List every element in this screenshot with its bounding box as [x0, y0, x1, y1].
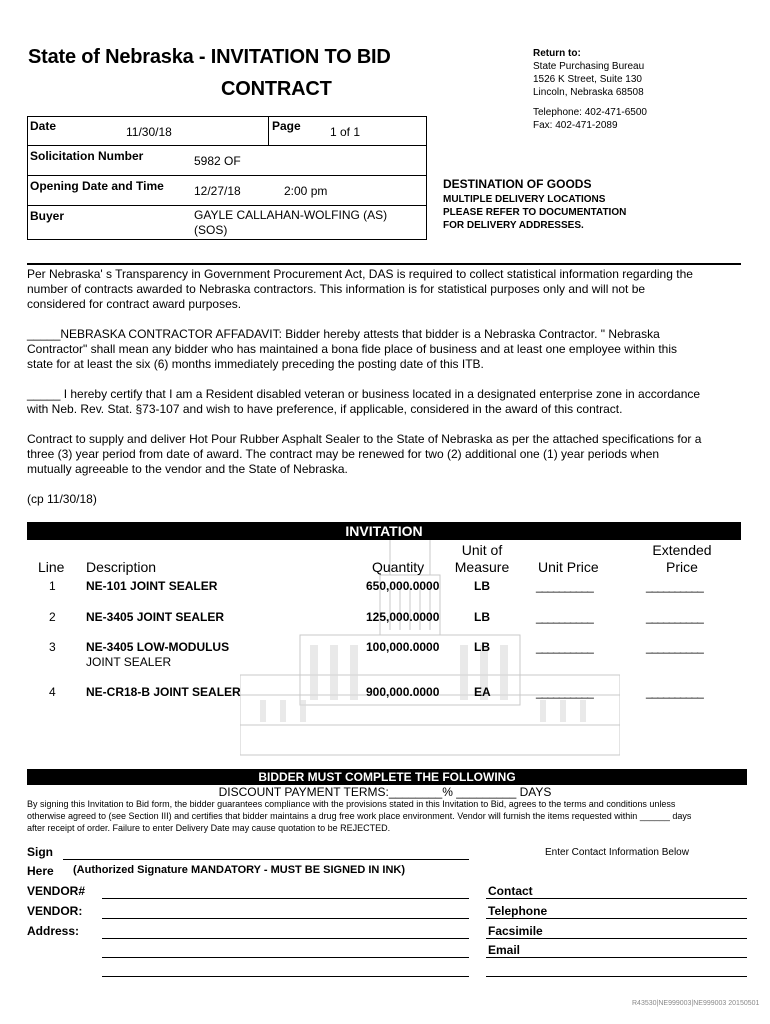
page-label: Page [272, 119, 301, 133]
destination-line: FOR DELIVERY ADDRESSES. [443, 220, 584, 231]
bidder-bar: BIDDER MUST COMPLETE THE FOLLOWING [27, 769, 747, 785]
opening-date-value: 12/27/18 [194, 184, 241, 198]
vendor-number-label: VENDOR# [27, 884, 86, 898]
extra-contact-field[interactable] [486, 976, 747, 977]
signature-field[interactable] [63, 859, 469, 860]
sign-label: Sign [27, 845, 53, 859]
unit-price-field[interactable]: __________ [536, 610, 593, 624]
contact-field[interactable] [486, 898, 747, 899]
row-quantity: 100,000.0000 [366, 640, 440, 654]
vendor-label: VENDOR: [27, 904, 83, 918]
date-value: 11/30/18 [126, 125, 172, 139]
solicitation-info-box [27, 116, 427, 240]
destination-line: MULTIPLE DELIVERY LOCATIONS [443, 194, 606, 205]
col-unit-line: Measure [454, 559, 510, 575]
destination-line: PLEASE REFER TO DOCUMENTATION [443, 207, 627, 218]
cp-note: (cp 11/30/18) [27, 492, 97, 506]
row-uom: LB [474, 610, 490, 624]
row-description: NE-3405 LOW-MODULUS [86, 640, 230, 654]
discount-terms: DISCOUNT PAYMENT TERMS:________% _________ DAYS [218, 785, 552, 799]
vendor-field[interactable] [102, 918, 469, 919]
contact-label: Contact [488, 884, 533, 898]
facsimile-field[interactable] [486, 938, 747, 939]
text-line: with Neb. Rev. Stat. §73-107 and wish to have preference, if applicable, considered in the award of this contract. [27, 402, 623, 416]
col-line: Line [38, 559, 65, 575]
invitation-bar: INVITATION [27, 522, 741, 540]
transparency-paragraph [27, 267, 739, 312]
row-quantity: 650,000.0000 [366, 579, 440, 593]
telephone-number: Telephone: 402-471-6500 [533, 107, 647, 118]
row-quantity: 900,000.0000 [366, 685, 440, 699]
row-quantity: 125,000.0000 [366, 610, 440, 624]
solicitation-number-value: 5982 OF [194, 154, 241, 168]
return-address [533, 47, 644, 99]
destination-text [443, 193, 626, 232]
contact-info-note: Enter Contact Information Below [545, 847, 689, 858]
contract-paragraph [27, 432, 739, 477]
fax-number: Fax: 402-471-2089 [533, 120, 618, 131]
col-extended-price [650, 542, 714, 576]
col-ext-line: Extended [652, 542, 712, 558]
text-line: Contract to supply and deliver Hot Pour Rubber Asphalt Sealer to the State of Nebraska as per the attached specifications for a [27, 432, 702, 446]
return-line: 1526 K Street, Suite 130 [533, 74, 642, 85]
telephone-label: Telephone [488, 904, 548, 918]
row-line: 3 [49, 640, 56, 654]
row-line: 1 [49, 579, 56, 593]
text-line: otherwise agreed to (see Section III) and certifies that bidder maintains a drug free work place environment. Vendor will furnish the items requested within ______ days [27, 811, 692, 821]
text-line: state for at least the six (6) months immediately preceding the posting date of this ITB. [27, 357, 484, 371]
unit-price-field[interactable]: __________ [536, 579, 593, 593]
address-field-3[interactable] [102, 976, 469, 977]
text-line: number of contracts awarded to Nebraska contractors. This information is for statistical purposes only and will not be [27, 282, 646, 296]
text-line: By signing this Invitation to Bid form, the bidder guarantees compliance with the provisions stated in this Invitation to Bid, agrees to the terms and conditions unless [27, 799, 676, 809]
text-line: considered for contract award purposes. [27, 297, 242, 311]
col-ext-line: Price [666, 559, 698, 575]
unit-price-field[interactable]: __________ [536, 685, 593, 699]
return-line: Lincoln, Nebraska 68508 [533, 87, 644, 98]
return-to-label: Return to: [533, 48, 581, 59]
text-line: _____ I hereby certify that I am a Resident disabled veteran or business located in a designated enterprise zone in accordance [27, 387, 701, 401]
col-unit-line: Unit of [461, 542, 503, 558]
buyer-value-line2: (SOS) [194, 223, 228, 237]
facsimile-label: Facsimile [488, 924, 543, 938]
divider [27, 263, 741, 265]
text-line: _____NEBRASKA CONTRACTOR AFFADAVIT: Bidder hereby attests that bidder is a Nebraska Contractor. " Nebraska [27, 327, 660, 341]
unit-price-field[interactable]: __________ [536, 640, 593, 654]
telephone-field[interactable] [486, 918, 747, 919]
extended-price-field[interactable]: __________ [646, 579, 703, 593]
terms-paragraph [27, 798, 747, 834]
col-unit-price: Unit Price [538, 559, 599, 575]
row-line: 2 [49, 610, 56, 624]
col-unit-of-measure [452, 542, 512, 576]
row-uom: LB [474, 579, 490, 593]
return-line: State Purchasing Bureau [533, 61, 645, 72]
document-title: State of Nebraska - INVITATION TO BID [28, 46, 391, 68]
document-title-line2: CONTRACT [221, 78, 332, 100]
footer-code: R43530|NE999003|NE999003 20150501 [632, 1000, 760, 1007]
email-label: Email [488, 943, 521, 957]
text-line: Contractor" shall mean any bidder who has maintained a bona fide place of business and at least one employee within this [27, 342, 677, 356]
extended-price-field[interactable]: __________ [646, 685, 703, 699]
opening-time-value: 2:00 pm [284, 184, 328, 198]
extended-price-field[interactable]: __________ [646, 610, 703, 624]
text-line: after receipt of order. Failure to enter Delivery Date may cause quotation to be REJECTED. [27, 823, 391, 833]
affadavit-paragraph [27, 327, 739, 372]
here-label: Here [27, 864, 54, 878]
authorized-signature-note: (Authorized Signature MANDATORY - MUST BE SIGNED IN INK) [73, 864, 406, 876]
solicitation-number-label: Solicitation Number [30, 149, 144, 163]
row-description-line2: JOINT SEALER [86, 655, 172, 669]
row-description: NE-CR18-B JOINT SEALER [86, 685, 241, 699]
row-uom: EA [474, 685, 491, 699]
buyer-value: GAYLE CALLAHAN-WOLFING (AS) [194, 208, 388, 222]
opening-date-label: Opening Date and Time [30, 179, 164, 193]
email-field[interactable] [486, 957, 747, 958]
certify-paragraph [27, 387, 739, 417]
vendor-number-field[interactable] [102, 898, 469, 899]
text-line: Per Nebraska' s Transparency in Government Procurement Act, DAS is required to collect statistical information regarding the [27, 267, 693, 281]
address-field-2[interactable] [102, 957, 469, 958]
buyer-label: Buyer [30, 209, 65, 223]
col-description: Description [86, 559, 157, 575]
page-value: 1 of 1 [330, 125, 361, 139]
text-line: three (3) year period from date of award. The contract may be renewed for two (2) additional one (1) year periods when [27, 447, 660, 461]
address-field[interactable] [102, 938, 469, 939]
contact-numbers [533, 106, 647, 132]
row-uom: LB [474, 640, 490, 654]
col-quantity: Quantity [372, 559, 425, 575]
address-label: Address: [27, 924, 80, 938]
row-description: NE-3405 JOINT SEALER [86, 610, 225, 624]
destination-title: DESTINATION OF GOODS [443, 177, 592, 191]
text-line: mutually agreeable to the vendor and the State of Nebraska. [27, 462, 348, 476]
extended-price-field[interactable]: __________ [646, 640, 703, 654]
row-description: NE-101 JOINT SEALER [86, 579, 218, 593]
row-line: 4 [49, 685, 56, 699]
date-label: Date [30, 119, 57, 133]
